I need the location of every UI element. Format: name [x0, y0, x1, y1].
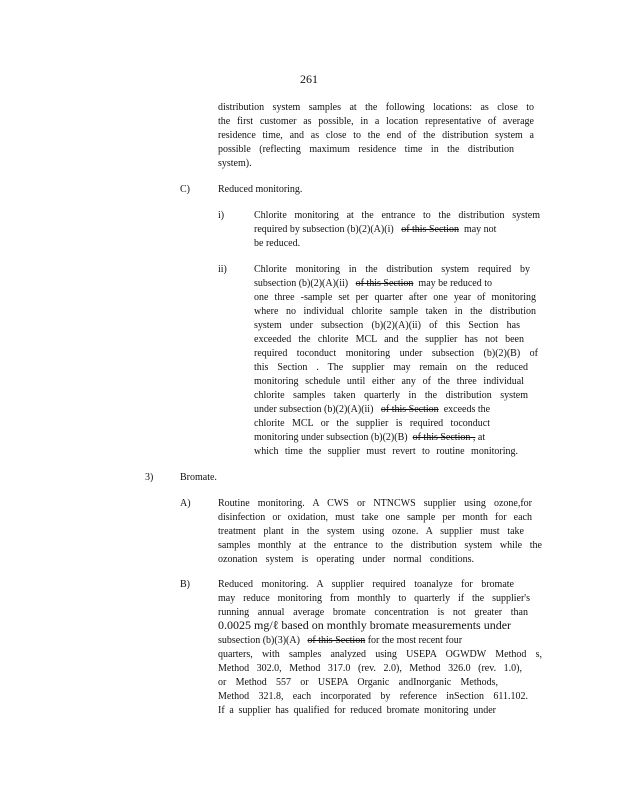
- section-c-title: Reduced monitoring.: [218, 184, 303, 195]
- text-line: 0.0025 mg/ℓ based on monthly bromate measurements under: [218, 618, 512, 632]
- text-line: subsection (b)(3)(A) of this Section for the most recent four: [218, 635, 463, 646]
- text-line: exceeded the chlorite MCL and the supplier has not been: [254, 334, 524, 345]
- text-line: required toconduct monitoring under subsection (b)(2)(B) of: [254, 348, 538, 359]
- item-a-label: A): [180, 498, 191, 509]
- text-line: residence time, and as close to the end of the distribution system a: [218, 130, 534, 141]
- text-line: running annual average bromate concentration is not greater than: [218, 607, 528, 618]
- struck-text: of this Section: [401, 224, 459, 235]
- text-line: Reduced monitoring. A supplier required toanalyze for bromate: [218, 579, 514, 590]
- text-line: If a supplier has qualified for reduced bromate monitoring under: [218, 705, 496, 716]
- struck-text: of this Section ,: [412, 432, 476, 443]
- text-line: one three -sample set per quarter after one year of monitoring: [254, 292, 536, 303]
- item-ii-label: ii): [218, 264, 227, 275]
- text-line: this Section . The supplier may remain on the reduced: [254, 362, 528, 373]
- text-line: which time the supplier must revert to routine monitoring.: [254, 446, 518, 457]
- text-line: monitoring under subsection (b)(2)(B) of this Section , at: [254, 432, 486, 443]
- text-line: disinfection or oxidation, must take one sample per month for each: [218, 512, 532, 523]
- text-line: Method 302.0, Method 317.0 (rev. 2.0), Method 326.0 (rev. 1.0),: [218, 663, 522, 674]
- text-line: system under subsection (b)(2)(A)(ii) of this Section has: [254, 320, 520, 331]
- struck-text: of this Section: [380, 404, 439, 415]
- struck-text: of this Section: [307, 635, 366, 646]
- section-c-label: C): [180, 184, 190, 195]
- text-line: quarters, with samples analyzed using USEPA OGWDW Method s,: [218, 649, 542, 660]
- text-line: or Method 557 or USEPA Organic andInorganic Methods,: [218, 677, 498, 688]
- text-line: samples monthly at the entrance to the distribution system while the: [218, 540, 542, 551]
- text-line: monitoring schedule until either any of the three individual: [254, 376, 524, 387]
- text-line: where no individual chlorite sample taken in the distribution: [254, 306, 536, 317]
- item-b-label: B): [180, 579, 190, 590]
- text-line: Routine monitoring. A CWS or NTNCWS supplier using ozone,for: [218, 498, 532, 509]
- section-3-title: Bromate.: [180, 472, 217, 483]
- text-line: required by subsection (b)(2)(A)(i) of this Section may not: [254, 224, 497, 235]
- text-line: chlorite samples taken quarterly in the distribution system: [254, 390, 528, 401]
- text-line: under subsection (b)(2)(A)(ii) of this Section exceeds the: [254, 404, 491, 415]
- text-line: chlorite MCL or the supplier is required toconduct: [254, 418, 490, 429]
- text-line: possible (reflecting maximum residence time in the distribution: [218, 144, 514, 155]
- text-line: treatment plant in the system using ozone. A supplier must take: [218, 526, 524, 537]
- text-line: Method 321.8, each incorporated by reference inSection 611.102.: [218, 691, 528, 702]
- page-number: 261: [300, 72, 318, 86]
- text-line: be reduced.: [254, 238, 301, 249]
- text-line: subsection (b)(2)(A)(ii) of this Section may be reduced to: [254, 278, 493, 289]
- struck-text: of this Section: [355, 278, 414, 289]
- text-line: distribution system samples at the following locations: as close to: [218, 102, 534, 113]
- text-line: ozonation system is operating under normal conditions.: [218, 554, 474, 565]
- text-line: system).: [218, 158, 252, 169]
- section-3-label: 3): [145, 472, 154, 483]
- text-line: Chlorite monitoring at the entrance to the distribution system: [254, 210, 540, 221]
- text-line: the first customer as possible, in a location representative of average: [218, 116, 534, 127]
- text-line: Chlorite monitoring in the distribution system required by: [254, 264, 530, 275]
- text-line: may reduce monitoring from monthly to quarterly if the supplier's: [218, 593, 530, 604]
- item-i-label: i): [218, 210, 225, 221]
